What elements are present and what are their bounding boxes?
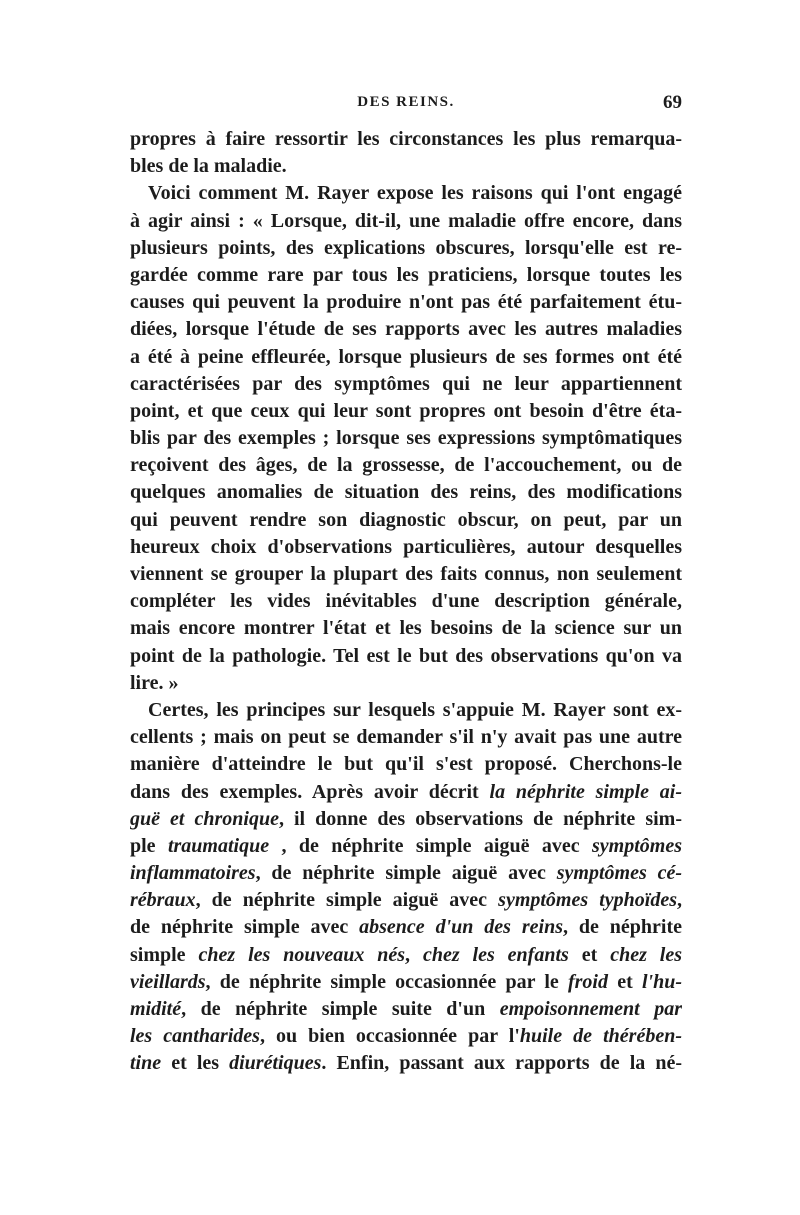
- text-line: [130, 180, 682, 207]
- text-line: [130, 126, 682, 153]
- text-segment: ple: [130, 834, 168, 857]
- italic-text: les cantharides: [130, 1025, 260, 1048]
- text-segment: , de néphrite simple suite d'un: [181, 998, 500, 1020]
- italic-text: tine: [130, 1052, 162, 1075]
- text-line: [130, 588, 682, 615]
- italic-text: l'hu-: [641, 970, 682, 993]
- text-segment: mais encore montrer l'état et les besoins de la science sur un: [130, 617, 682, 640]
- text-segment: , de néphrite simple aiguë avec: [195, 889, 499, 912]
- text-line: [130, 670, 682, 697]
- text-line: [130, 860, 682, 887]
- page-number: 69: [663, 92, 682, 113]
- text-line: [130, 262, 682, 289]
- italic-text: diurétiques: [229, 1052, 322, 1075]
- text-line: [130, 914, 682, 941]
- text-segment: diées, lorsque l'étude de ses rapports avec les autres maladies: [130, 318, 682, 341]
- text-segment: ,: [405, 943, 423, 966]
- italic-text: midité: [130, 998, 182, 1020]
- italic-text: traumatique: [167, 834, 270, 857]
- text-line: [130, 208, 682, 235]
- text-line: [130, 479, 682, 506]
- text-segment: reçoivent des âges, de la grossesse, de l'accouchement, ou de: [130, 454, 682, 477]
- text-segment: dans des exemples. Après avoir décrit: [130, 780, 490, 803]
- italic-text: symptômes: [592, 834, 682, 857]
- text-segment: point de la pathologie. Tel est le but des observations qu'on va: [130, 644, 682, 667]
- italic-text: huile de thérében-: [519, 1025, 682, 1048]
- text-segment: et: [568, 943, 611, 966]
- italic-text: symptômes cé-: [556, 862, 682, 885]
- text-line: [130, 452, 682, 479]
- text-segment: quelques anomalies de situation des reins, des modifications: [130, 481, 682, 504]
- text-segment: caractérisées par des symptômes qui ne leur appartiennent: [130, 372, 682, 395]
- text-segment: viennent se grouper la plupart des faits connus, non seulement: [130, 563, 682, 585]
- text-line: [130, 425, 682, 452]
- text-line: [130, 344, 682, 371]
- text-segment: Voici comment M. Rayer expose les raisons qui l'ont engagé: [148, 182, 682, 205]
- text-segment: de néphrite simple avec: [130, 916, 360, 939]
- text-line: [130, 887, 682, 914]
- running-title: DES REINS.: [357, 94, 455, 110]
- text-line: [130, 371, 682, 398]
- text-segment: , il donne des observations de néphrite sim-: [278, 807, 682, 830]
- text-segment: blis par des exemples ; lorsque ses expressions symptômatiques: [130, 427, 682, 450]
- running-head: [130, 94, 682, 118]
- italic-text: empoisonnement par: [499, 998, 682, 1020]
- text-segment: à agir ainsi : « Lorsque, dit-il, une maladie offre encore, dans: [130, 209, 682, 232]
- text-segment: simple: [130, 943, 199, 966]
- text-line: [130, 779, 682, 806]
- text-line: [130, 697, 682, 724]
- text-segment: a été à peine effleurée, lorsque plusieurs de ses formes ont été: [130, 345, 682, 368]
- text-segment: cellents ; mais on peut se demander s'il n'y avait pas une autre: [130, 726, 682, 749]
- text-segment: propres à faire ressortir les circonstances les plus remarqua-: [130, 128, 682, 150]
- text-segment: gardée comme rare par tous les praticiens, lorsque toutes les: [130, 263, 682, 286]
- text-segment: compléter les vides inévitables d'une description générale,: [130, 590, 682, 613]
- text-line: [130, 615, 682, 642]
- text-segment: et les: [161, 1052, 230, 1075]
- text-line: [130, 942, 682, 969]
- italic-text: inflammatoires: [130, 862, 256, 885]
- text-line: [130, 751, 682, 778]
- text-line: [130, 1023, 682, 1050]
- italic-text: chez les: [610, 943, 682, 966]
- text-line: [130, 833, 682, 860]
- text-segment: , de néphrite: [562, 916, 682, 939]
- text-line: [130, 1050, 682, 1077]
- text-segment: causes qui peuvent la produire n'ont pas été parfaitement étu-: [130, 291, 682, 314]
- text-segment: et: [607, 970, 642, 993]
- italic-text: la néphrite simple ai-: [489, 780, 682, 803]
- italic-text: chez les nouveaux nés: [198, 943, 406, 966]
- text-line: [130, 534, 682, 561]
- italic-text: absence d'un des reins: [359, 916, 563, 939]
- text-line: [130, 289, 682, 316]
- text-line: [130, 316, 682, 343]
- text-segment: bles de la maladie.: [130, 155, 287, 178]
- text-line: [130, 398, 682, 425]
- text-line: [130, 235, 682, 262]
- text-segment: . Enfin, passant aux rapports de la né-: [321, 1052, 682, 1075]
- text-segment: , de néphrite simple aiguë avec: [269, 834, 592, 857]
- text-segment: point, et que ceux qui leur sont propres ont besoin d'être éta-: [130, 399, 682, 422]
- text-segment: qui peuvent rendre son diagnostic obscur, on peut, par un: [130, 508, 682, 531]
- italic-text: guë et chronique: [130, 807, 279, 830]
- text-line: [130, 507, 682, 534]
- body-text: [130, 126, 682, 1078]
- text-segment: manière d'atteindre le but qu'il s'est proposé. Cherchons-le: [130, 753, 682, 776]
- text-segment: lire. »: [130, 671, 179, 694]
- text-segment: plusieurs points, des explications obscures, lorsqu'elle est re-: [130, 236, 682, 259]
- italic-text: rébraux: [130, 889, 196, 912]
- text-line: [130, 153, 682, 180]
- text-line: [130, 643, 682, 670]
- text-line: [130, 724, 682, 751]
- text-segment: , de néphrite simple occasionnée par le: [205, 970, 568, 993]
- text-segment: , de néphrite simple aiguë avec: [255, 862, 557, 885]
- text-line: [130, 996, 682, 1023]
- text-segment: ,: [677, 889, 682, 912]
- text-segment: heureux choix d'observations particulières, autour desquelles: [130, 535, 682, 558]
- text-line: [130, 561, 682, 588]
- text-segment: Certes, les principes sur lesquels s'appuie M. Rayer sont ex-: [148, 698, 682, 721]
- italic-text: vieillards: [130, 970, 206, 993]
- italic-text: froid: [567, 970, 608, 993]
- text-segment: , ou bien occasionnée par l': [259, 1025, 520, 1048]
- italic-text: symptômes typhoïdes: [498, 889, 678, 912]
- italic-text: chez les enfants: [422, 943, 569, 966]
- text-line: [130, 969, 682, 996]
- text-line: [130, 806, 682, 833]
